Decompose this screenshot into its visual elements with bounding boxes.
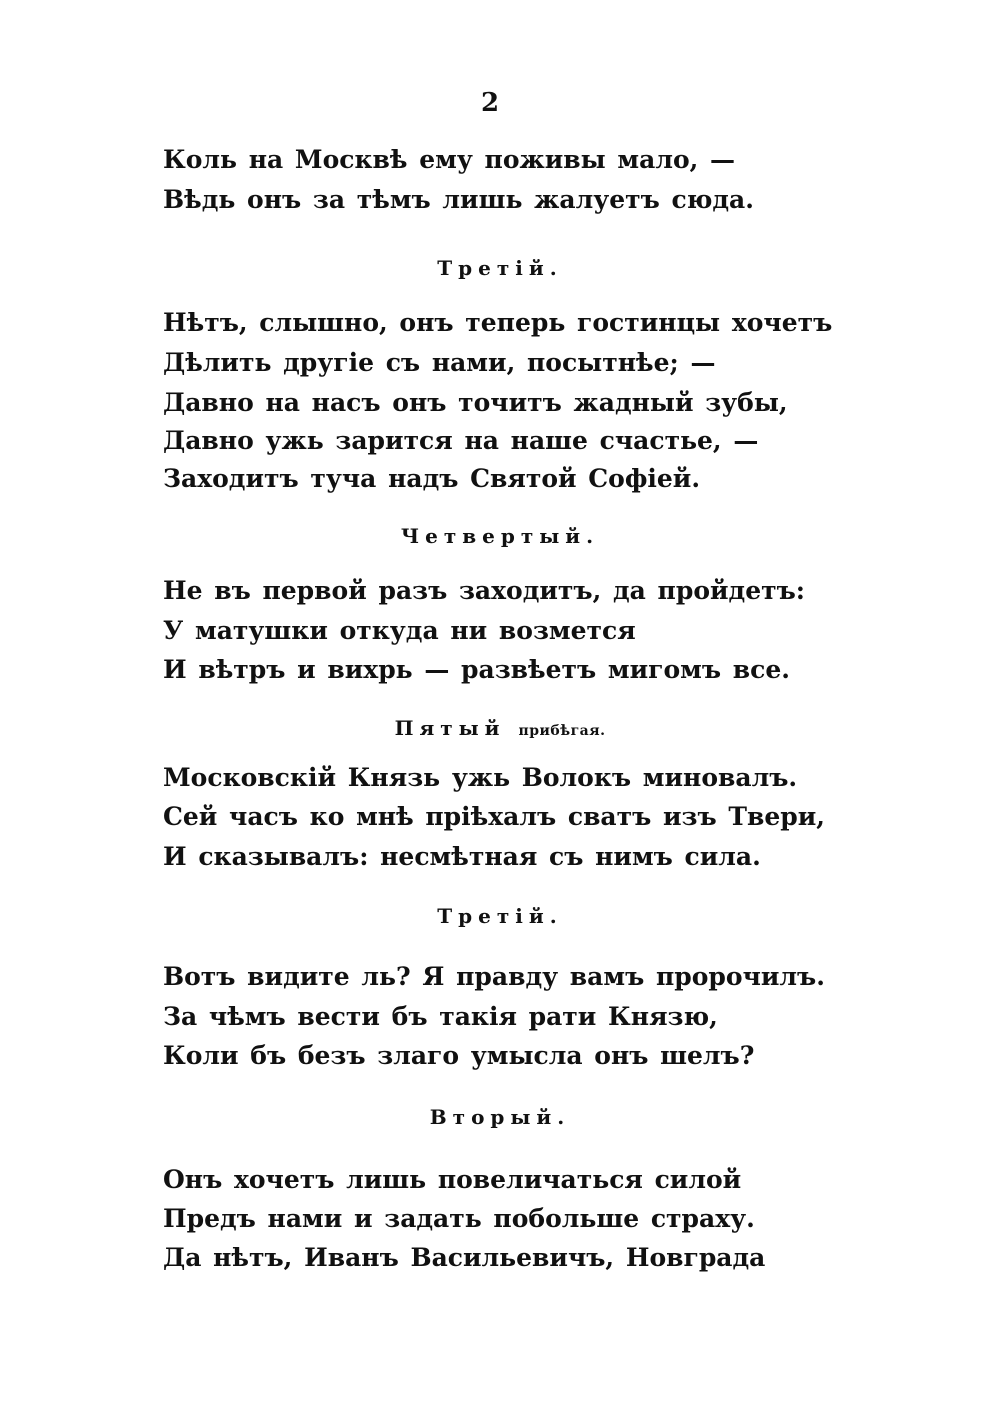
verse-line: И вѣтръ и вихрь — развѣетъ мигомъ все. [163,655,790,684]
verse-line: Да нѣтъ, Иванъ Васильевичъ, Новграда [163,1243,766,1272]
verse-line: Коль на Москвѣ ему поживы мало, — [163,145,736,174]
verse-line: Онъ хочетъ лишь повеличаться силой [163,1165,742,1194]
verse-line: Московскій Князь ужь Волокъ миновалъ. [163,763,798,792]
verse-line: Дѣлить другіе съ нами, посытнѣе; — [163,348,716,377]
speaker-heading: Вторый. [429,1105,571,1129]
verse-line: Нѣтъ, слышно, онъ теперь гостинцы хочетъ [163,308,833,337]
speaker-name: Пятый [394,716,506,740]
verse-line: Давно на насъ онъ точитъ жадный зубы, [163,388,788,417]
verse-line: Давно ужь зарится на наше счастье, — [163,426,759,455]
verse-line: Вѣдь онъ за тѣмъ лишь жалуетъ сюда. [163,185,754,214]
page-number: 2 [480,88,500,118]
verse-line: Заходитъ туча надъ Святой Софіей. [163,464,701,493]
speaker-heading: Третій. [437,904,563,928]
verse-line: И сказывалъ: несмѣтная съ нимъ сила. [163,842,761,871]
verse-line: Не въ первой разъ заходитъ, да пройдетъ: [163,576,806,605]
verse-line: У матушки откуда ни возмется [163,616,636,645]
verse-line: Вотъ видите ль? Я правду вамъ пророчилъ. [163,962,825,991]
verse-line: Предъ нами и задать побольше страху. [163,1204,755,1233]
speaker-heading [0,714,1000,745]
speaker-heading: Четвертый. [400,524,600,548]
speaker-heading: Третій. [437,256,563,280]
verse-line: Коли бъ безъ злаго умысла онъ шелъ? [163,1041,755,1070]
verse-line: За чѣмъ вести бъ такія рати Князю, [163,1002,718,1031]
verse-line: Сей часъ ко мнѣ пріѣхалъ сватъ изъ Твери, [163,802,825,831]
stage-direction: прибѣгая. [518,723,606,739]
